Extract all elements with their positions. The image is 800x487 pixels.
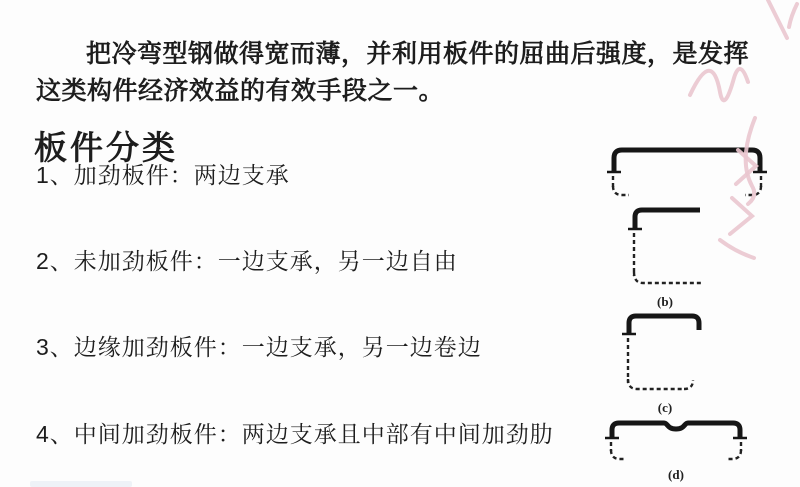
figure-label-d: (d)	[668, 467, 684, 482]
intro-paragraph: 把冷弯型钢做得宽而薄，并利用板件的屈曲后强度，是发挥这类构件经济效益的有效手段之一。	[36, 40, 750, 105]
figure-label-c: (c)	[657, 400, 673, 415]
stiffened-element-diagram	[601, 139, 773, 201]
edge-stiffened-element-diagram	[618, 309, 714, 401]
list-item-unstiffened: 2、未加劲板件：一边支承，另一边自由	[36, 248, 458, 274]
intermediate-stiffened-element-diagram	[599, 413, 753, 473]
unstiffened-element-diagram	[622, 202, 714, 294]
bottom-left-smudge	[30, 481, 132, 487]
page-title: 板件分类	[34, 129, 178, 167]
figure-label-b: (b)	[657, 294, 673, 309]
list-item-stiffened: 1、加劲板件：两边支承	[36, 162, 290, 188]
list-item-edge-stiffened: 3、边缘加劲板件：一边支承，另一边卷边	[36, 334, 482, 360]
list-item-intermediate-stiffened: 4、中间加劲板件：两边支承且中部有中间加劲肋	[36, 421, 554, 447]
